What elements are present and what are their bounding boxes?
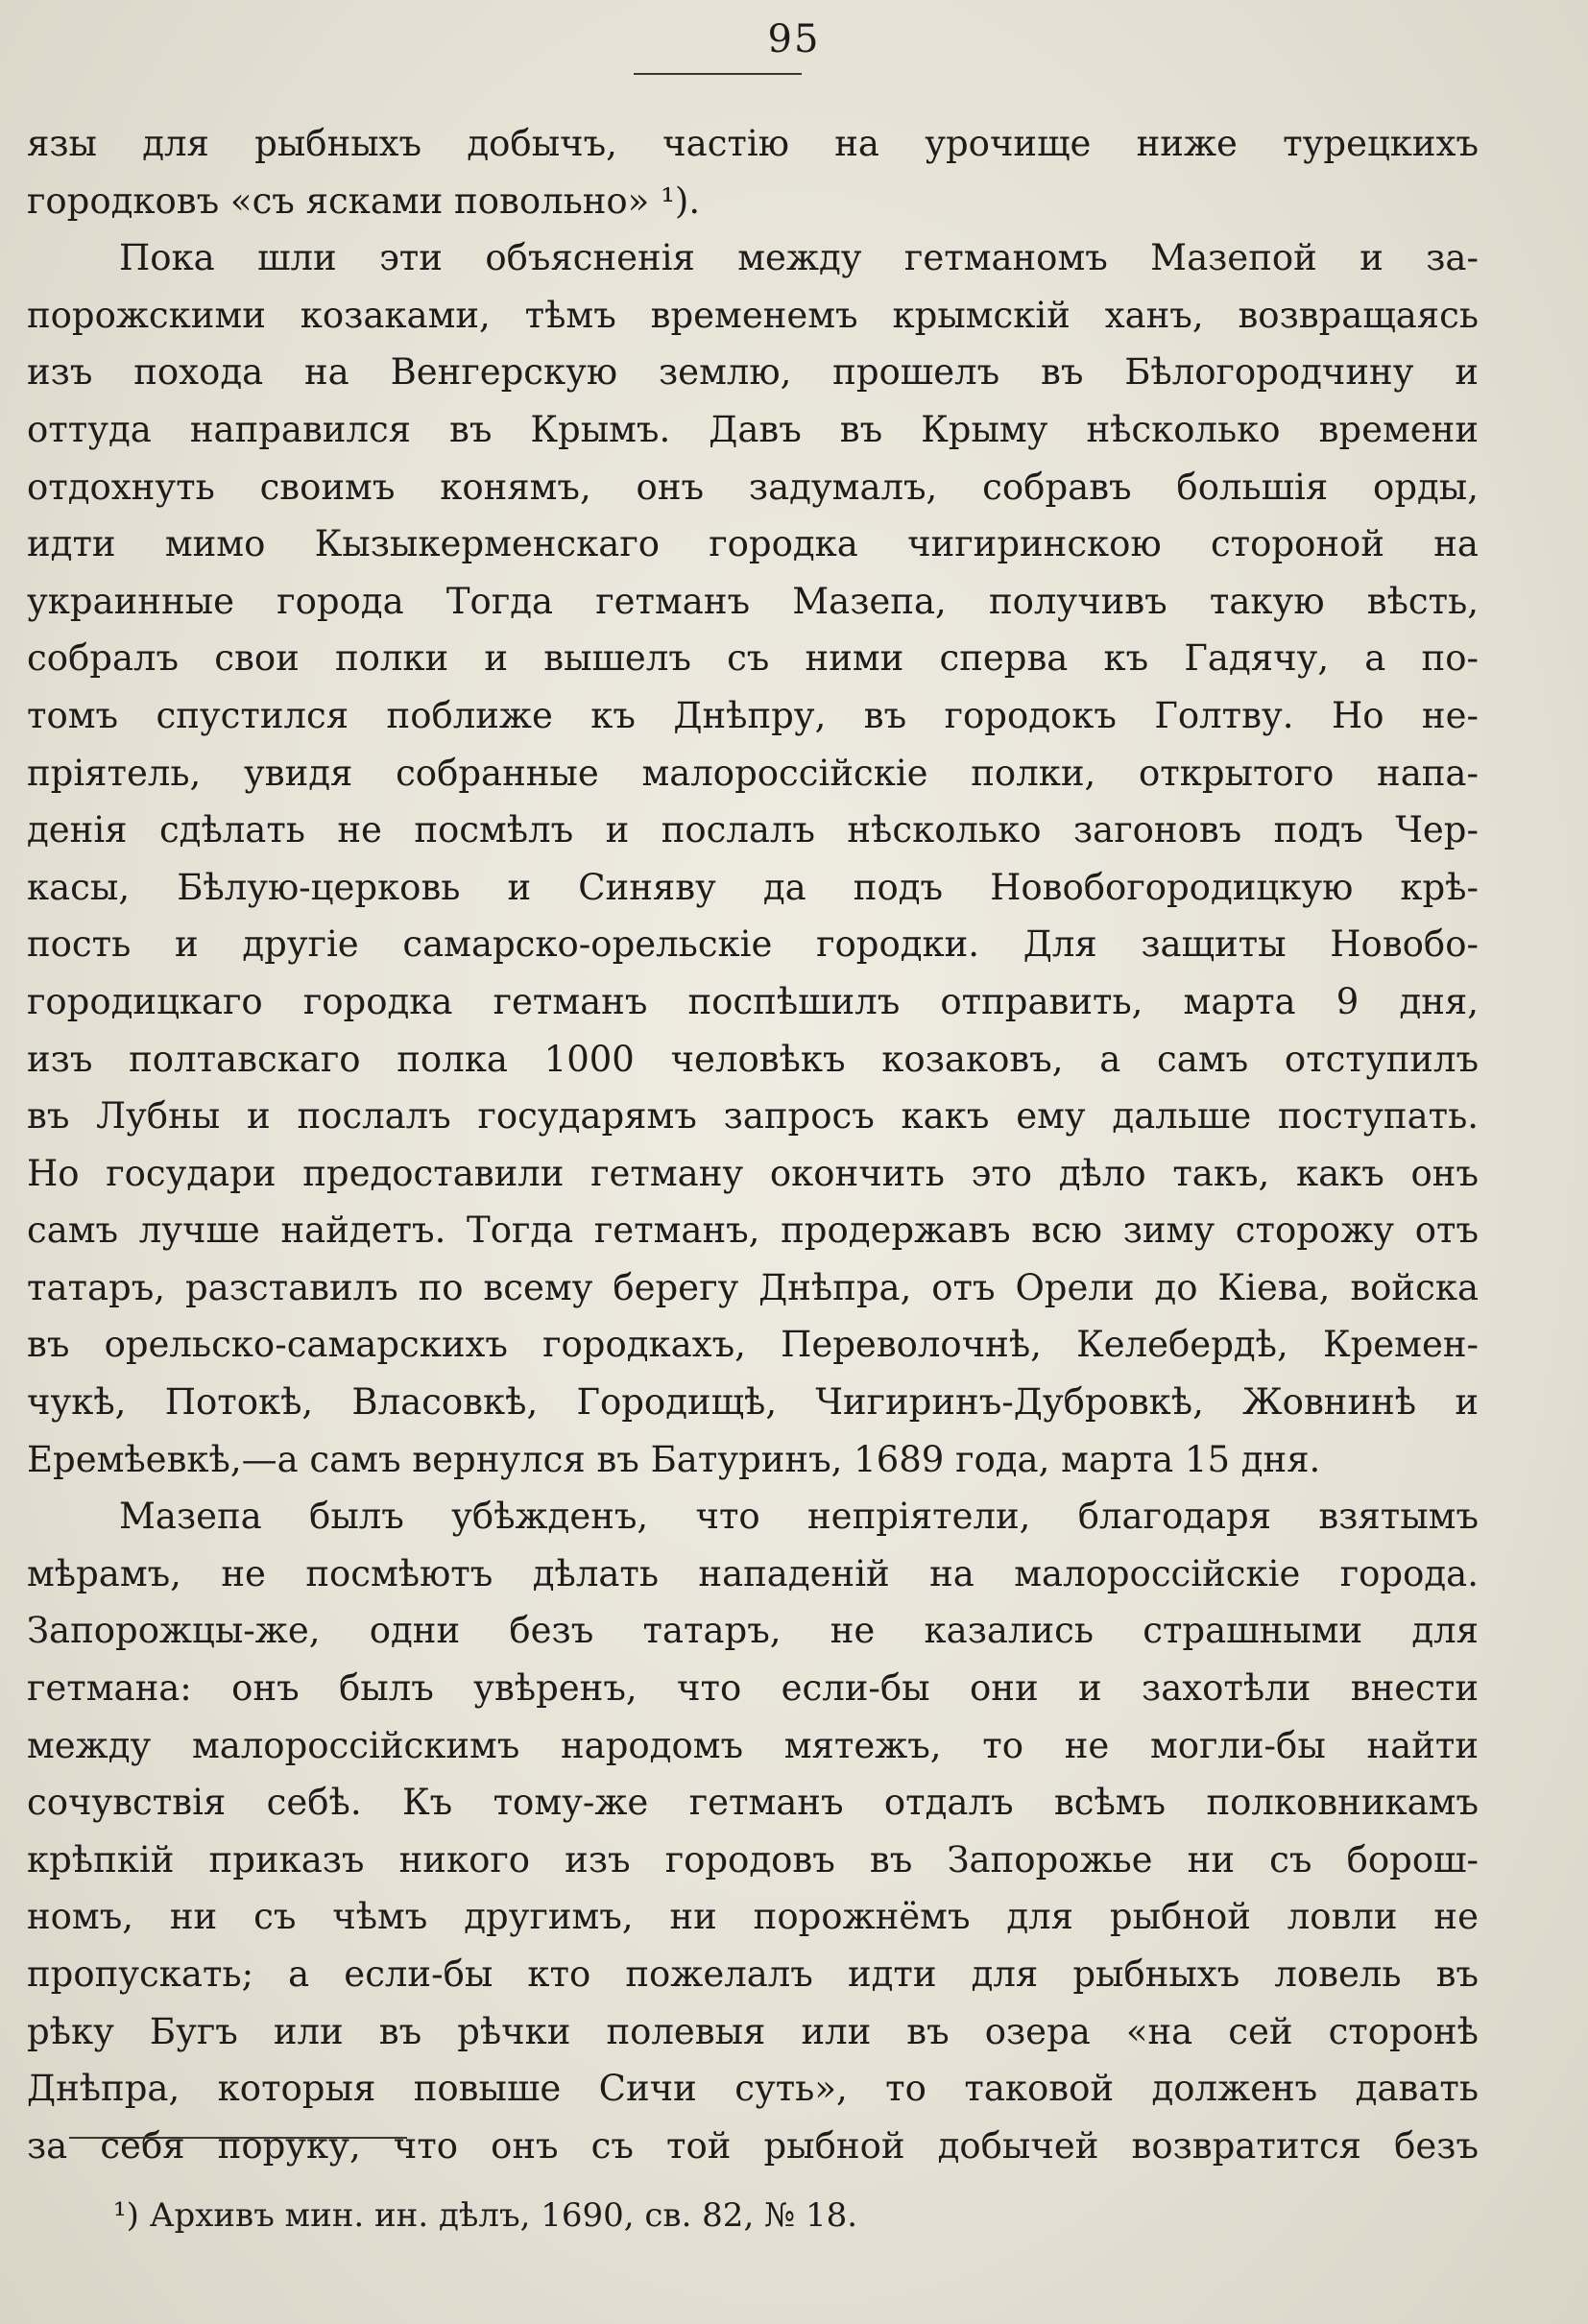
header-rule xyxy=(634,73,802,75)
text-line: самъ лучше найдетъ. Тогда гетманъ, продержавъ всю зиму сторожу отъ xyxy=(27,1210,1479,1252)
text-line: Запорожцы-же, одни безъ татаръ, не казались страшными для xyxy=(27,1610,1479,1652)
text-line: пость и другіе самарско-орельскіе городки. Для защиты Новобо- xyxy=(27,923,1479,966)
text-line: томъ спустился поближе къ Днѣпру, въ городокъ Голтву. Но не- xyxy=(27,694,1479,736)
text-line: изъ полтавскаго полка 1000 человѣкъ козаковъ, а самъ отступилъ xyxy=(27,1038,1479,1080)
text-line: рѣку Бугъ или въ рѣчки полевыя или въ озера «на сей сторонѣ xyxy=(27,2010,1479,2052)
text-line: пропускать; а если-бы кто пожелалъ идти для рыбныхъ ловель въ xyxy=(27,1953,1479,1995)
footnote: ¹) Архивъ мин. ин. дѣлъ, 1690, св. 82, № 18. xyxy=(113,2196,858,2235)
text-line: денія сдѣлать не посмѣлъ и послалъ нѣсколько загоновъ подъ Чер- xyxy=(27,809,1479,851)
text-line: касы, Бѣлую-церковь и Синяву да подъ Новобогородицкую крѣ- xyxy=(27,866,1479,908)
text-line: Но государи предоставили гетману окончить это дѣло такъ, какъ онъ xyxy=(27,1152,1479,1194)
text-line: оттуда направился въ Крымъ. Давъ въ Крыму нѣсколько времени xyxy=(27,408,1479,450)
text-line: Днѣпра, которыя повыше Сичи суть», то таковой долженъ давать xyxy=(27,2068,1479,2110)
text-line: изъ похода на Венгерскую землю, прошелъ въ Бѣлогородчину и xyxy=(27,351,1479,394)
text-line: Еремѣевкѣ,—а самъ вернулся въ Батуринъ, 1689 года, марта 15 дня. xyxy=(27,1438,1321,1480)
text-line: гетмана: онъ былъ увѣренъ, что если-бы они и захотѣли внести xyxy=(27,1667,1479,1710)
text-line: городицкаго городка гетманъ поспѣшилъ отправить, марта 9 дня, xyxy=(27,980,1479,1022)
paragraph xyxy=(27,229,1479,1488)
text-line: украинные города Тогда гетманъ Мазепа, получивъ такую вѣсть, xyxy=(27,580,1479,622)
text-line: мѣрамъ, не посмѣютъ дѣлать нападеній на малороссійскіе города. xyxy=(27,1552,1479,1594)
text-line: идти мимо Кызыкерменскаго городка чигиринскою стороной на xyxy=(27,523,1479,565)
text-line: за себя поруку, что онъ съ той рыбной добычей возвратится безъ xyxy=(27,2124,1479,2167)
text-line: татаръ, разставилъ по всему берегу Днѣпра, отъ Орели до Кіева, войска xyxy=(27,1266,1479,1308)
text-line: номъ, ни съ чѣмъ другимъ, ни порожнёмъ для рыбной ловли не xyxy=(27,1896,1479,1938)
text-line: городковъ «съ ясками повольно» ¹). xyxy=(27,180,701,222)
text-line: пріятель, увидя собранные малороссійскіе полки, открытого напа- xyxy=(27,752,1479,794)
text-line: сочувствія себѣ. Къ тому-же гетманъ отдалъ всѣмъ полковникамъ xyxy=(27,1782,1479,1824)
text-line: въ Лубны и послалъ государямъ запросъ какъ ему дальше поступать. xyxy=(27,1095,1479,1138)
text-line: порожскими козаками, тѣмъ временемъ крымскій ханъ, возвращаясь xyxy=(27,294,1479,336)
paragraph xyxy=(27,1488,1479,2174)
body-text xyxy=(27,115,1479,2174)
text-line: крѣпкій приказъ никого изъ городовъ въ Запорожье ни съ борош- xyxy=(27,1838,1479,1881)
text-line: Пока шли эти объясненія между гетманомъ Мазепой и за- xyxy=(119,237,1479,279)
text-line: отдохнуть своимъ конямъ, онъ задумалъ, собравъ большія орды, xyxy=(27,466,1479,508)
text-line: чукѣ, Потокѣ, Власовкѣ, Городищѣ, Чигиринъ-Дубровкѣ, Жовнинѣ и xyxy=(27,1381,1479,1424)
text-line: собралъ свои полки и вышелъ съ ними сперва къ Гадячу, а по- xyxy=(27,637,1479,680)
paragraph xyxy=(27,115,1479,229)
text-line: между малороссійскимъ народомъ мятежъ, то не могли-бы найти xyxy=(27,1724,1479,1766)
page-number: 95 xyxy=(767,17,821,61)
footnote-rule xyxy=(69,2137,407,2139)
text-line: въ орельско-самарскихъ городкахъ, Переволочнѣ, Келебердѣ, Кремен- xyxy=(27,1324,1479,1366)
text-line: язы для рыбныхъ добычъ, частію на урочище ниже турецкихъ xyxy=(27,123,1479,164)
text-line: Мазепа былъ убѣжденъ, что непріятели, благодаря взятымъ xyxy=(119,1496,1479,1538)
